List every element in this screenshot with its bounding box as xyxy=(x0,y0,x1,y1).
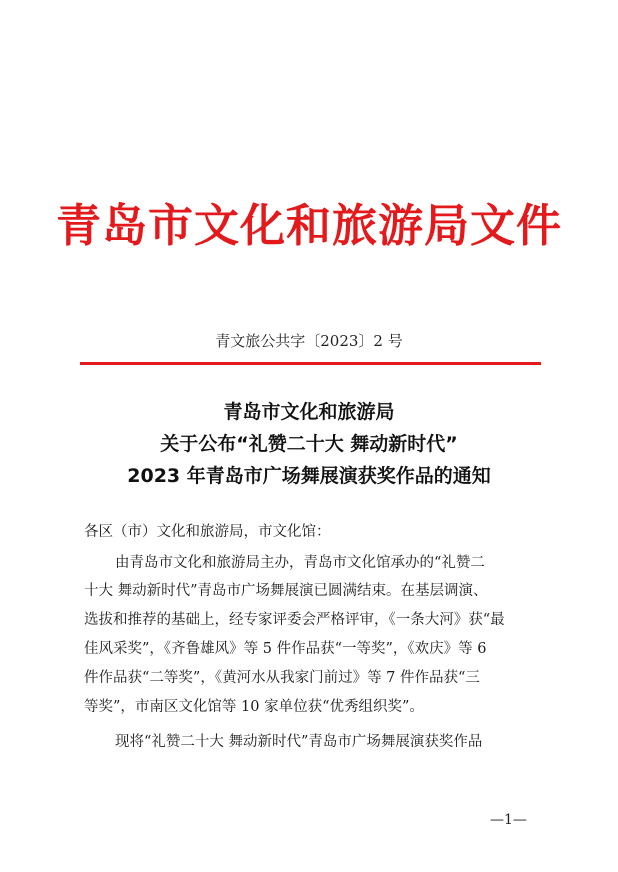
red-divider-line xyxy=(80,362,541,365)
notice-title-line-2: 关于公布“礼赞二十大 舞动新时代” xyxy=(160,433,458,455)
document-number: 青文旅公共字〔2023〕2 号 xyxy=(215,332,403,350)
paragraph-1-line: 十大 舞动新时代”青岛市广场舞展演已圆满结束。在基层调演、 xyxy=(84,583,488,599)
notice-title-line-1: 青岛市文化和旅游局 xyxy=(223,401,395,423)
paragraph-1-line: 由青岛市文化和旅游局主办，青岛市文化馆承办的“礼赞二 xyxy=(115,555,485,571)
page-number: —1— xyxy=(490,812,527,828)
paragraph-1-line: 等奖”，市南区文化馆等 10 家单位获“优秀组织奖”。 xyxy=(84,699,424,715)
paragraph-1-line: 选拔和推荐的基础上，经专家评委会严格评审，《一条大河》获“最 xyxy=(84,612,505,628)
salutation: 各区（市）文化和旅游局，市文化馆： xyxy=(84,524,331,540)
paragraph-1-line: 件作品获“二等奖”，《黄河水从我家门前过》等 7 件作品获“三 xyxy=(84,670,480,686)
paragraph-1-line: 佳风采奖”，《齐鲁雄风》等 5 件作品获“一等奖”，《欢庆》等 6 xyxy=(84,641,487,657)
issuing-authority-title: 青岛市文化和旅游局文件 xyxy=(55,199,562,252)
paragraph-2-line: 现将“礼赞二十大 舞动新时代”青岛市广场舞展演获奖作品 xyxy=(115,734,483,750)
notice-title-line-3: 2023 年青岛市广场舞展演获奖作品的通知 xyxy=(127,465,491,487)
